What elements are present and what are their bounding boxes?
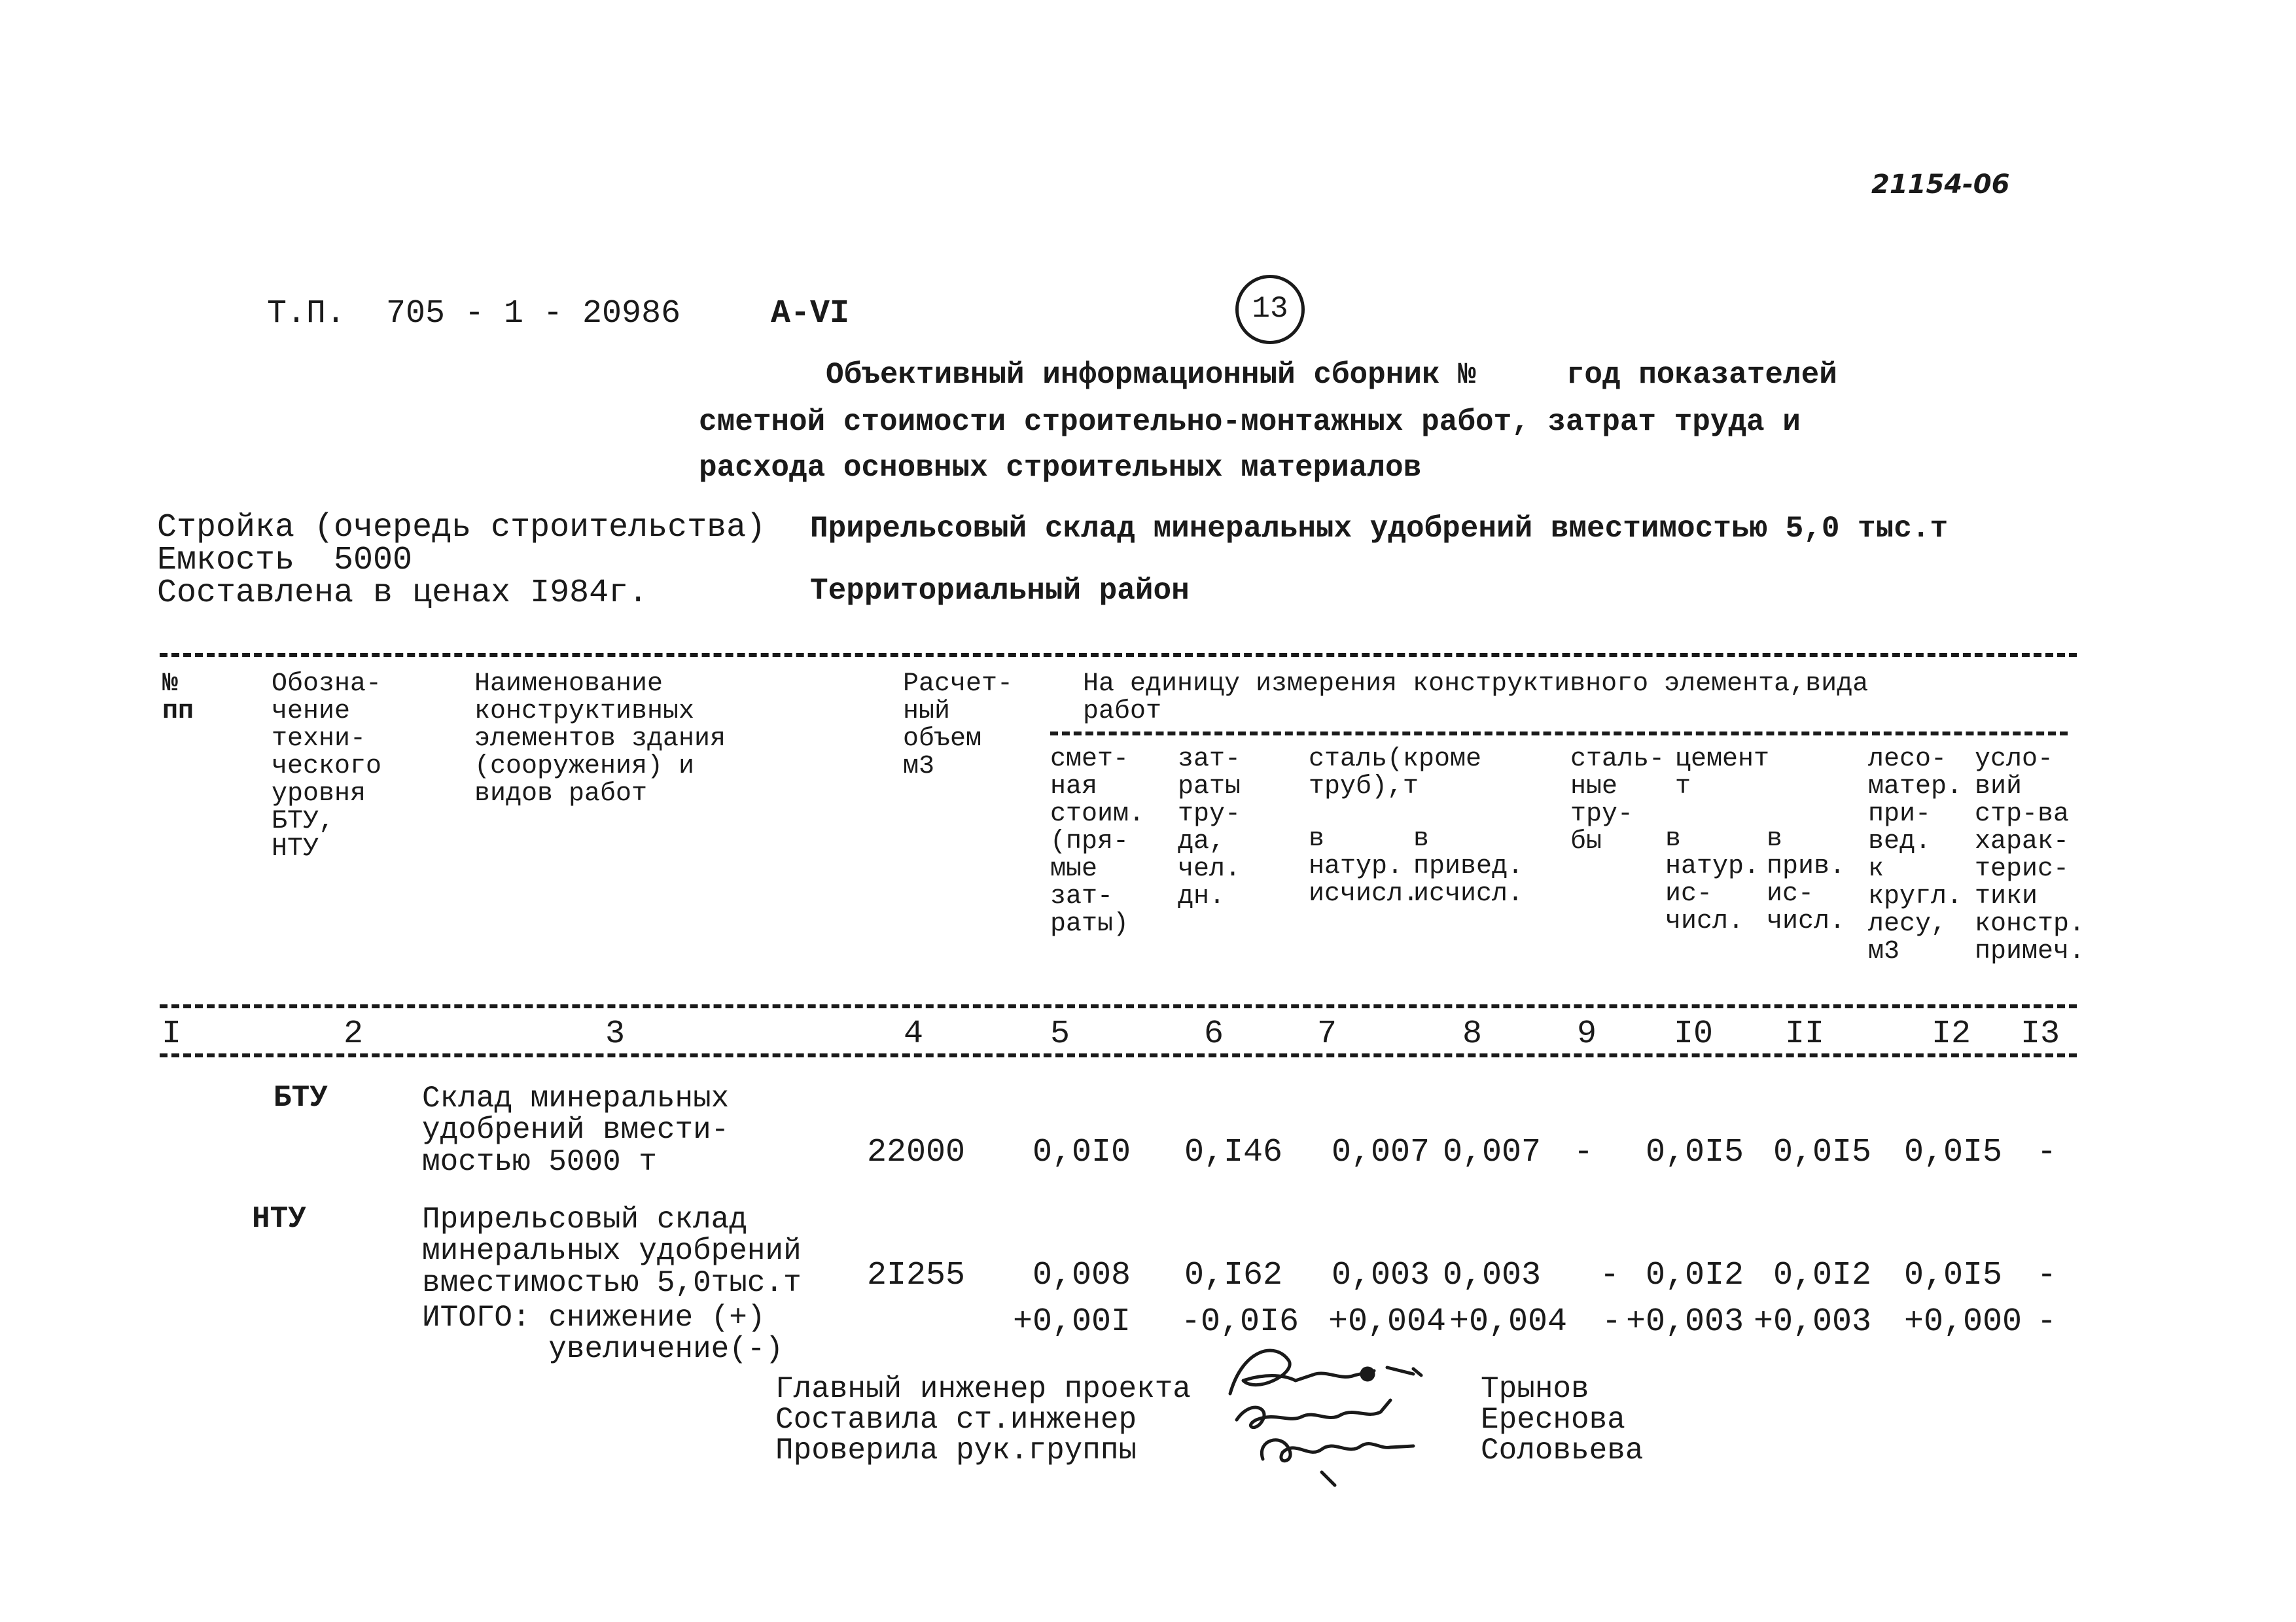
row-labor: 0,I46 — [1184, 1134, 1282, 1171]
col-num-11: II — [1784, 1015, 1825, 1053]
total-cement-reduced: +0,003 — [1753, 1303, 1871, 1341]
prices-label: Составлена в ценах I984г. — [157, 574, 648, 612]
signature-name: Ереснова — [1481, 1403, 1625, 1437]
total-pipes: - — [1601, 1303, 1622, 1341]
col-num-8: 8 — [1462, 1015, 1483, 1053]
signature-scribble-1 — [1230, 1350, 1421, 1394]
total-cost: +0,00I — [1012, 1303, 1131, 1341]
header-pipes: сталь- ные тру- бы — [1570, 745, 1665, 856]
header-level: Обозна- чение техни- ческого уровня БТУ, НТУ — [272, 669, 382, 864]
total-notes: - — [2036, 1303, 2057, 1341]
header-element-name: Наименование конструктивных элементов здания (сооружения) и видов работ — [474, 669, 726, 809]
doc-number: 705 - 1 - 20986 — [386, 295, 681, 332]
row-steel-natural: 0,007 — [1331, 1134, 1430, 1171]
col-num-7: 7 — [1316, 1015, 1337, 1053]
title-line-3: расхода основных строительных материалов — [699, 451, 1422, 485]
row-cost: 0,0I0 — [1032, 1134, 1131, 1171]
header-cement-natural: в натур. ис- числ. — [1665, 824, 1760, 936]
row-labor: 0,I62 — [1184, 1257, 1282, 1294]
handwritten-signatures — [1217, 1335, 1492, 1492]
header-group-rule — [1050, 732, 2068, 735]
row-level: БТУ — [274, 1081, 328, 1115]
col-num-3: 3 — [605, 1015, 626, 1053]
row-element-name: Прирельсовый склад минеральных удобрений вместимостью 5,0тыс.т — [422, 1203, 802, 1300]
row-pipes: - — [1599, 1257, 1620, 1294]
header-labor: зат- раты тру- да, чел. дн. — [1178, 745, 1241, 911]
construction-value: Прирельсовый склад минеральных удобрений вместимостью 5,0 тыс.т — [810, 512, 1949, 546]
col-num-13: I3 — [2020, 1015, 2060, 1053]
header-volume: Расчет- ный объем м3 — [903, 669, 1014, 781]
row-cement-natural: 0,0I5 — [1645, 1134, 1744, 1171]
signature-dot — [1362, 1368, 1373, 1380]
signature-role: Составила ст.инженер — [775, 1403, 1137, 1437]
header-cement-group: цемент т — [1675, 745, 1770, 802]
header-unit-group: На единицу измерения конструктивного элемента,вида работ — [1083, 669, 1869, 726]
header-number: № пп — [162, 669, 194, 726]
total-labor: -0,0I6 — [1180, 1303, 1299, 1341]
construction-label: Стройка (очередь строительства) — [157, 509, 766, 546]
row-steel-reduced: 0,003 — [1442, 1257, 1541, 1294]
header-timber: лесо- матер. при- вед. к кругл. лесу, м3 — [1868, 745, 1963, 966]
row-steel-reduced: 0,007 — [1442, 1134, 1541, 1171]
signature-scribble-3 — [1262, 1440, 1413, 1485]
row-notes: - — [2036, 1257, 2057, 1294]
album-code: А-VI — [771, 295, 850, 332]
title-line-1: Объективный информационный сборник № год показателей — [826, 358, 1837, 392]
row-cement-reduced: 0,0I2 — [1773, 1257, 1871, 1294]
capacity-label: Емкость 5000 — [157, 542, 413, 579]
row-cement-reduced: 0,0I5 — [1773, 1134, 1871, 1171]
row-cement-natural: 0,0I2 — [1645, 1257, 1744, 1294]
total-cement-natural: +0,003 — [1625, 1303, 1744, 1341]
col-num-5: 5 — [1050, 1015, 1070, 1053]
row-pipes: - — [1573, 1134, 1594, 1171]
row-notes: - — [2036, 1134, 2057, 1171]
region-label: Территориальный район — [810, 574, 1190, 608]
header-steel-natural: в натур. исчисл. — [1309, 824, 1419, 909]
signature-name: Соловьева — [1481, 1434, 1644, 1468]
column-number-rule — [160, 1053, 2077, 1057]
total-steel-reduced: +0,004 — [1449, 1303, 1567, 1341]
col-num-9: 9 — [1576, 1015, 1597, 1053]
row-volume: 2I255 — [866, 1257, 965, 1294]
total-timber: +0,000 — [1903, 1303, 2022, 1341]
header-steel-group: сталь(кроме труб),т — [1309, 745, 1482, 802]
row-timber: 0,0I5 — [1903, 1134, 2002, 1171]
page-number-circle — [1235, 275, 1305, 344]
header-notes: усло- вий стр-ва харак- терис- тики констр. примеч. — [1975, 745, 2085, 966]
col-num-4: 4 — [903, 1015, 924, 1053]
col-num-1: I — [161, 1015, 182, 1053]
row-element-name: Склад минеральных удобрений вмести- мостью 5000 т — [422, 1082, 730, 1179]
archive-code: 21154-06 — [1871, 169, 2010, 200]
page-number: 13 — [1252, 292, 1288, 326]
total-steel-natural: +0,004 — [1328, 1303, 1446, 1341]
row-timber: 0,0I5 — [1903, 1257, 2002, 1294]
col-num-2: 2 — [343, 1015, 364, 1053]
header-cost: смет- ная стоим. (пря- мые зат- раты) — [1050, 745, 1145, 939]
signature-role: Проверила рук.группы — [775, 1434, 1137, 1468]
table-top-rule — [160, 653, 2077, 657]
row-cost: 0,008 — [1032, 1257, 1131, 1294]
total-label: ИТОГО: снижение (+) увеличение(-) — [422, 1301, 784, 1367]
header-steel-reduced: в привед. исчисл. — [1413, 824, 1524, 909]
doc-id: Т.П. — [267, 295, 346, 332]
row-level: НТУ — [252, 1202, 306, 1236]
signature-scribble-2 — [1237, 1400, 1390, 1428]
row-steel-natural: 0,003 — [1331, 1257, 1430, 1294]
col-num-10: I0 — [1673, 1015, 1714, 1053]
signature-role: Главный инженер проекта — [775, 1372, 1191, 1406]
header-bottom-rule — [160, 1004, 2077, 1008]
col-num-6: 6 — [1203, 1015, 1224, 1053]
header-cement-reduced: в прив. ис- числ. — [1767, 824, 1846, 936]
row-volume: 22000 — [866, 1134, 965, 1171]
title-line-2: сметной стоимости строительно-монтажных работ, затрат труда и — [699, 405, 1801, 439]
signature-name: Трынов — [1481, 1372, 1589, 1406]
col-num-12: I2 — [1931, 1015, 1971, 1053]
